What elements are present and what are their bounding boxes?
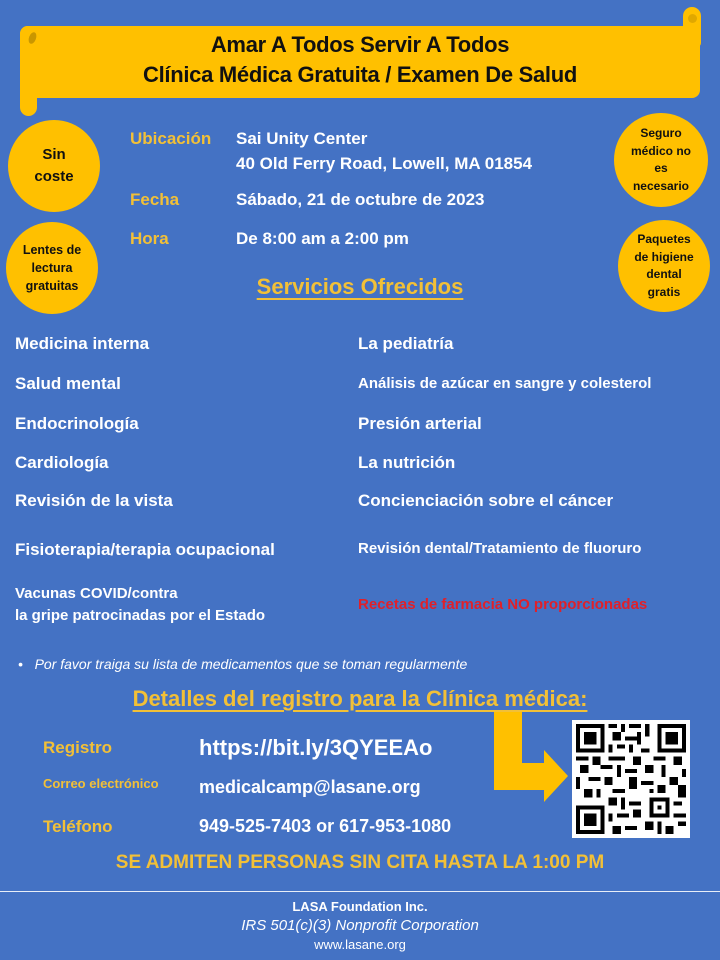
service-item: La nutrición — [358, 453, 456, 472]
service-item: Salud mental — [15, 374, 121, 393]
footer-org: LASA Foundation Inc. — [292, 899, 428, 914]
service-item: Concienciación sobre el cáncer — [358, 491, 614, 510]
location-address: 40 Old Ferry Road, Lowell, MA 01854 — [236, 154, 533, 173]
footer-status: IRS 501(c)(3) Nonprofit Corporation — [241, 917, 479, 934]
note-text: Por favor traiga su lista de medicamentos que se toman regularmente — [34, 656, 468, 672]
service-item: la gripe patrocinadas por el Estado — [15, 607, 266, 624]
email-link[interactable]: medicalcamp@lasane.org — [199, 777, 421, 797]
arrow-head-icon — [544, 750, 568, 802]
banner-line-1: Amar A Todos Servir A Todos — [210, 32, 510, 57]
service-item: Fisioterapia/terapia ocupacional — [15, 540, 275, 559]
service-item: Medicina interna — [15, 334, 150, 353]
banner-line-2: Clínica Médica Gratuita / Examen De Salud — [143, 62, 577, 87]
badge-text: Sin — [42, 146, 66, 163]
email-label: Correo electrónico — [43, 776, 159, 791]
scroll-curl-shadow — [688, 14, 697, 23]
date-label: Fecha — [130, 190, 180, 209]
badge-text: Seguro — [640, 126, 682, 140]
service-item: Revisión de la vista — [15, 491, 173, 510]
badge-text: dental — [646, 267, 682, 281]
medication-note — [18, 656, 467, 672]
banner-title — [20, 30, 700, 90]
badge-text: médico no — [630, 143, 691, 158]
service-item: Análisis de azúcar en sangre y colesterol — [358, 375, 652, 392]
badge-text: de higiene — [634, 249, 694, 264]
badge-no-insurance — [614, 113, 708, 207]
location-label: Ubicación — [130, 129, 212, 148]
location-name: Sai Unity Center — [236, 129, 368, 148]
phone-numbers: 949-525-7403 or 617-953-1080 — [199, 816, 452, 836]
qr-code[interactable] — [572, 720, 690, 838]
arrow-icon — [494, 763, 544, 790]
register-label: Registro — [43, 738, 112, 757]
badge-text: gratis — [647, 284, 681, 299]
pharmacy-warning: Recetas de farmacia NO proporcionadas — [358, 596, 648, 613]
bullet-icon: • — [18, 656, 35, 672]
registration-heading: Detalles del registro para la Clínica médica: — [132, 686, 588, 711]
footer-website[interactable]: www.lasane.org — [314, 937, 406, 952]
badge-text: es — [654, 161, 668, 175]
service-item: Vacunas COVID/contra — [15, 585, 178, 602]
qr-code-icon — [572, 720, 690, 838]
badge-reading-glasses — [6, 222, 98, 314]
footer-divider — [0, 891, 720, 892]
badge-text: lectura — [31, 261, 73, 275]
walk-in-notice: SE ADMITEN PERSONAS SIN CITA HASTA LA 1:00 PM — [115, 852, 605, 873]
badge-text: Paquetes — [637, 232, 691, 246]
phone-label: Teléfono — [43, 817, 113, 836]
service-item: Cardiología — [15, 453, 109, 472]
time-value: De 8:00 am a 2:00 pm — [236, 229, 409, 248]
badge-free-cost — [8, 120, 100, 212]
time-label: Hora — [130, 229, 169, 248]
date-value: Sábado, 21 de octubre de 2023 — [236, 190, 485, 209]
badge-text: necesario — [632, 178, 690, 193]
service-item: Endocrinología — [15, 414, 139, 433]
service-item: Presión arterial — [358, 414, 482, 433]
badge-text: Lentes de — [22, 243, 82, 257]
services-heading: Servicios Ofrecidos — [256, 274, 464, 299]
badge-text: coste — [34, 168, 74, 185]
service-item: La pediatría — [358, 334, 454, 353]
service-item: Revisión dental/Tratamiento de fluoruro — [358, 540, 642, 557]
badge-text: gratuitas — [25, 279, 79, 293]
register-link[interactable]: https://bit.ly/3QYEEAo — [199, 735, 433, 760]
